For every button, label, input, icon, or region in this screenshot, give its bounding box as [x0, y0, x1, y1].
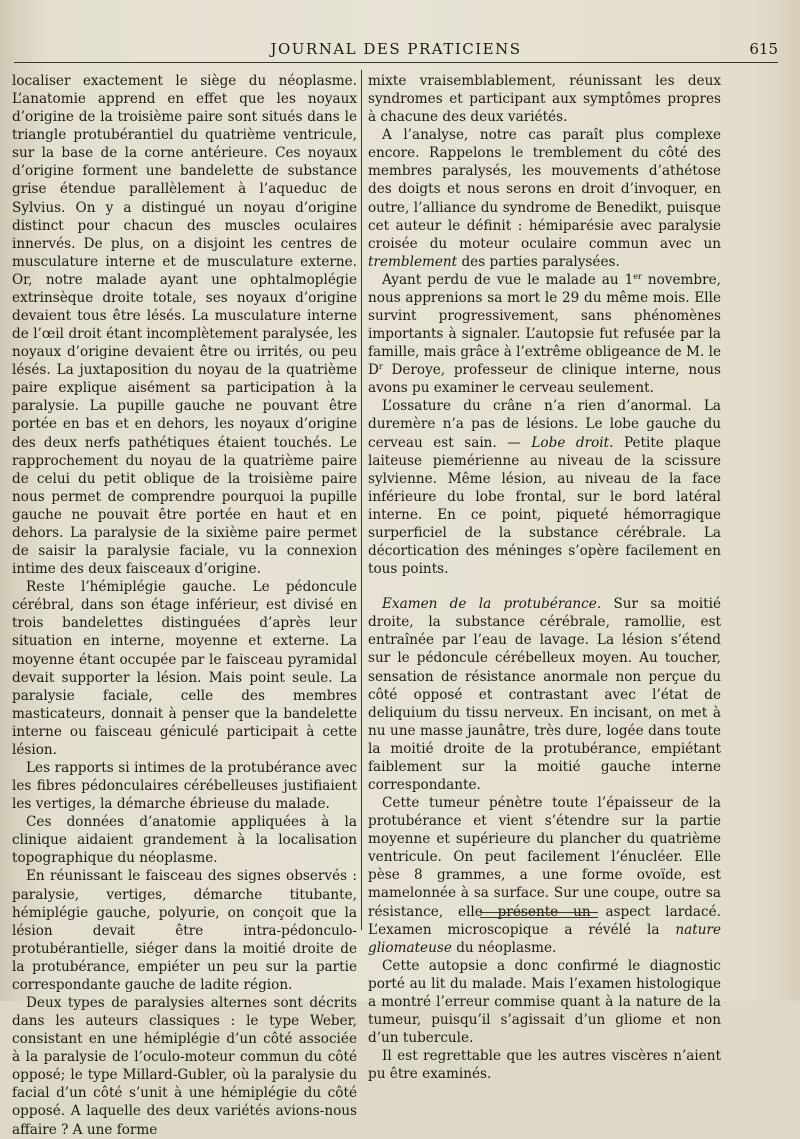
paragraph-clinical-data: Ces données d’anatomie appliquées à la clinique aidaient grandement à la localisation topographique du néoplasme.	[12, 814, 357, 867]
text-run: L’ossature du crâne n’a rien d’anormal. La duremère n’a pas de lésions. Le lobe gauche du cerveau est sain. —	[368, 398, 721, 451]
paragraph-skull	[368, 397, 721, 578]
page-number: 615	[749, 40, 778, 58]
paragraph-signs: En réunissant le faisceau des signes observés : paralysie, vertiges, démarche titubante, hémiplégie gauche, polyurie, on conçoit que la lésion devait être intra-pédonculo-protubérantielle, siéger dans la moitié droite de la protubérance, empiéter un peu sur la partie correspondante gauche de ladite région.	[12, 868, 357, 993]
text-run: Ayant perdu de vue le malade au 1	[382, 271, 634, 288]
italic-term: tremblement	[368, 253, 458, 270]
paragraph-vertigo: Les rapports si intimes de la protubérance avec les fibres pédonculaires cérébelleuses justifiaient les vertiges, la démarche ébrieuse du malade.	[12, 759, 357, 813]
text-run: du néoplasme.	[456, 939, 557, 956]
paragraph-conclusion: Il est regrettable que les autres viscères n’aient pu être examinés.	[368, 1048, 721, 1083]
text-run: Deroye, professeur de clinique interne, nous avons pu examiner le cerveau seulement.	[368, 362, 721, 397]
text-run: A l’analyse, notre cas paraît plus complexe encore. Rappelons le tremblement du côté des membres paralysés, les mouvements d’athétose des doigts et nous serons en droit d’invoquer, en outre, l’alliance du syndrome de Benedikt, puisque cet auteur le définit : hémiparésie avec paralysie croisée du moteur oculaire commun avec un	[368, 127, 721, 252]
right-column	[368, 72, 721, 1083]
column-divider	[361, 70, 362, 930]
paragraph-benedikt	[368, 126, 721, 271]
journal-title: JOURNAL DES PRATICIENS	[270, 40, 522, 58]
superscript: r	[378, 362, 383, 372]
paragraph-hemiplegia: Reste l’hémiplégie gauche. Le pédoncule cérébral, dans son étage inférieur, est divisé en trois bandelettes distinguées d’après leur situation en interne, moyenne et externe. La moyenne étant occupée par le faisceau pyramidal devait supporter la lésion. Mais point seule. La paralysie faciale, celle des membres masticateurs, donnait à penser que la bandelette interne ou faisceau géniculé participait à cette lésion.	[12, 579, 357, 758]
text-run: Cette tumeur pénètre toute l’épaisseur de la protubérance et vient s’étendre sur la partie moyenne et supérieure du plancher du quatrième ventricule. On peut facilement l’énucléer. Elle pèse 8 grammes, a une forme ovoïde, est mamelonnée à sa surface. Sur une coupe, outre sa résistance, elle présente un aspect lardacé. L’examen microscopique a révélé la	[368, 795, 721, 938]
text-run: Sur sa moitié droite, la substance cérébrale, ramollie, est entraînée par l’eau de lavage. La lésion s’étend sur le pédoncule cérébelleux moyen. Au toucher, sensation de résistance anormale non perçue du côté opposé et contrastant avec l’état de deliquium du tissu nerveux. En incisant, on met à nu une masse jaunâtre, très dure, logée dans toute la moitié droite de la protubérance, empiétant faiblement sur la moitié gauche interne correspondante.	[368, 596, 722, 793]
paragraph-mixed-form: mixte vraisemblablement, réunissant les deux syndromes et participant aux symptômes propres à chacune des deux variétés.	[368, 73, 721, 126]
paragraph-tumor	[368, 794, 721, 957]
superscript: er	[633, 271, 642, 281]
paragraph-anatomy: localiser exactement le siège du néoplasme. L’anatomie apprend en effet que les noyaux d’origine de la troisième paire sont situés dans le triangle protubérantiel du quatrième ventricule, sur la base de la corne antérieure. Ces noyaux d’origine forment une bandelette de substance grise étendue parallèlement à l’aqueduc de Sylvius. On y a distingué un noyau d’origine distinct pour chacun des muscles oculaires innervés. De plus, on a disjoint les centres de musculature interne et de musculature externe. Or, notre malade ayant une ophtalmoplégie extrinsèque droite totale, ses noyaux d’origine devaient tous être lésés. La musculature interne de l’œil droit étant incomplètement paralysée, les noyaux d’origine devaient être ou irrités, ou peu lésés. La juxtaposition du noyau de la quatrième paire explique aisément sa participation à la paralysie. La pupille gauche ne pouvant être portée en bas et en dehors, les noyaux d’origine des deux nerfs pathétiques étaient touchés. Le rapprochement du noyau de la quatrième paire de celui du petit oblique de la troisième paire nous permet de comprendre pourquoi la pupille gauche ne pouvait être portée en haut et en dehors. La paralysie de la sixième paire permet de saisir la paralysie faciale, vu la connexion intime des deux faisceaux d’origine.	[12, 73, 357, 578]
paragraph-death	[368, 271, 721, 398]
paragraph-protuberance	[368, 595, 721, 794]
paragraph-alternate-paralysis: Deux types de paralysies alternes sont décrits dans les auteurs classiques : le type Weber, consistant en une hémiplégie d’un côté associée à la paralysie de l’oculo-moteur commun du côté opposé; le type Millard-Gubler, où la paralysie du facial d’un côté s’unit à une hémiplégie du côté opposé. A laquelle des deux variétés avions-nous affaire ? A une forme	[12, 994, 357, 1138]
left-column	[12, 72, 357, 1139]
running-header	[14, 40, 778, 63]
italic-term: nature gliomateuse	[368, 921, 722, 956]
end-rule	[480, 912, 598, 918]
text-run: novembre, nous apprenions sa mort le 29 du même mois. Elle survint progressivement, sans phénomènes importants à signaler. L’autopsie fut refusée par la famille, mais grâce à l’extrême obligeance de M. le D	[368, 271, 721, 379]
text-run: Petite plaque laiteuse piemérienne au niveau de la scissure sylvienne. Même lésion, au niveau de la face inférieure du lobe frontal, sur le bord latéral interne. En ce point, piqueté hémorragique surperficiel de la substance cérébrale. La décortication des méninges s’opère facilement en tous points.	[368, 434, 722, 578]
italic-heading: Examen de la protubérance.	[382, 596, 602, 613]
italic-term: Lobe droit.	[531, 434, 614, 451]
text-run: des parties paralysées.	[461, 253, 620, 270]
paragraph-autopsy: Cette autopsie a donc confirmé le diagnostic porté au lit du malade. Mais l’examen histologique a montré l’erreur commise quant à la nature de la tumeur, puisqu’il s’agissait d’un gliome et non d’un tubercule.	[368, 957, 721, 1047]
